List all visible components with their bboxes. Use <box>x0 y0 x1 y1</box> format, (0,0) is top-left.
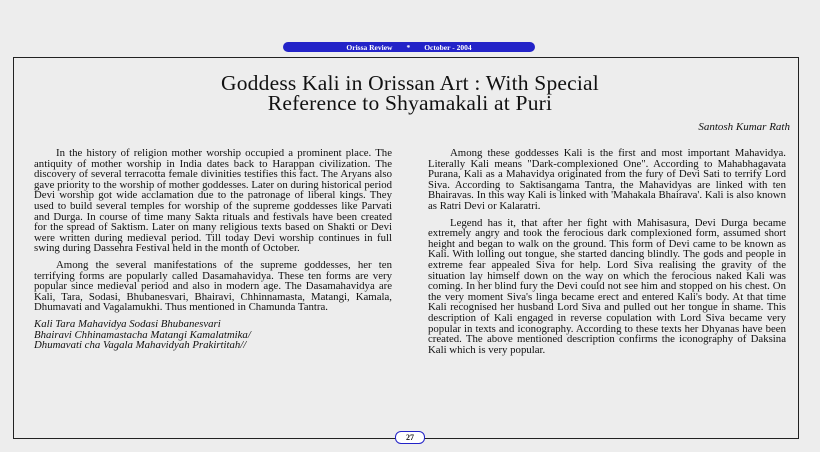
journal-name: Orissa Review <box>346 42 393 52</box>
article-title-line1: Goddess Kali in Orissan Art : With Special <box>221 71 599 95</box>
journal-header-banner <box>283 42 535 52</box>
right-paragraph-2: Legend has it, that after her fight with Mahisasura, Devi Durga became extremely angry and took the ferocious dark complexioned form, assumed short height and began to walk on the ground. This form of Devi came to be known as Kali. With lolling out tongue, she started dancing blindly. The gods and people in extreme fear appealed Siva for help. Lord Siva realising the gravity of the situation lay himself down on the way on which the ferocious naked Kali was coming. In her blind fury the Devi could not see him and stopped on his chest. On the very moment Siva's linga became erect and entered Kali's body. At that time Kali recognised her husband Lord Siva and pulled out her tongue in shame. This description of Kali engaged in reverse copulation with Lord Siva became very popular in texts and iconography. According to these texts her Dhyanas have been created. The above mentioned description confirms the iconography of Daksina Kali which is very popular. <box>428 216 786 356</box>
issue-date: October - 2004 <box>424 42 472 52</box>
verse-line-2: Bhairavi Chhinamastacha Matangi Kamalatmika/ <box>34 328 251 341</box>
left-text-column <box>34 148 392 351</box>
right-text-column <box>428 148 786 361</box>
article-title-line2: Reference to Shyamakali at Puri <box>267 91 553 115</box>
verse-line-1: Kali Tara Mahavidya Sodasi Bhubanesvari <box>34 317 221 330</box>
article-author: Santosh Kumar Rath <box>698 121 790 133</box>
verse-line-3: Dhumavati cha Vagala Mahavidyah Prakirtitah// <box>34 339 247 352</box>
header-separator: * <box>406 42 411 52</box>
right-paragraph-1: Among these goddesses Kali is the first and most important Mahavidya. Literally Kali means "Dark-complexioned One". According to Mahabhagavata Purana, Kali as a Mahavidya originated from the fury of Devi Sati to terrify Lord Siva. According to Saktisangama Tantra, the Mahavidyas are linked with ten Bhairavas. In this way Kali is linked with 'Mahakala Bhairava'. Kali is also known as Ratri Devi or Kalaratri. <box>428 147 786 212</box>
page-number: 27 <box>395 431 425 444</box>
left-paragraph-2: Among the several manifestations of the supreme goddesses, her ten terrifying forms are popularly called Dasamahavidya. These ten forms are very popular since medieval period and also in modern age. The Dasamahavidya are Kali, Tara, Sodasi, Bhubanesvari, Bhairavi, Chhinnamasta, Matangi, Kamala, Dhumavati and Vagalamukhi. Thus mentioned in Chamunda Tantra. <box>34 258 392 314</box>
left-paragraph-1: In the history of religion mother worship occupied a prominent place. The antiquity of mother worship in India dates back to Harappan civilization. The discovery of several terracotta female divinities testifies this fact. The Aryans also gave priority to the worship of mother goddesses. Later on during historical period Devi worship got wide acclamation due to the patronage of liberal kings. They used to build several temples for worship of the supreme goddesses like Parvati and Durga. In course of time many Sakta rituals and festivals have been created for the spread of Saktism. Later on many religious texts based on Shakti or Devi were written during medieval period. Till today Devi worship continues in full swing during Dassehra Festival held in the month of October. <box>34 147 392 255</box>
